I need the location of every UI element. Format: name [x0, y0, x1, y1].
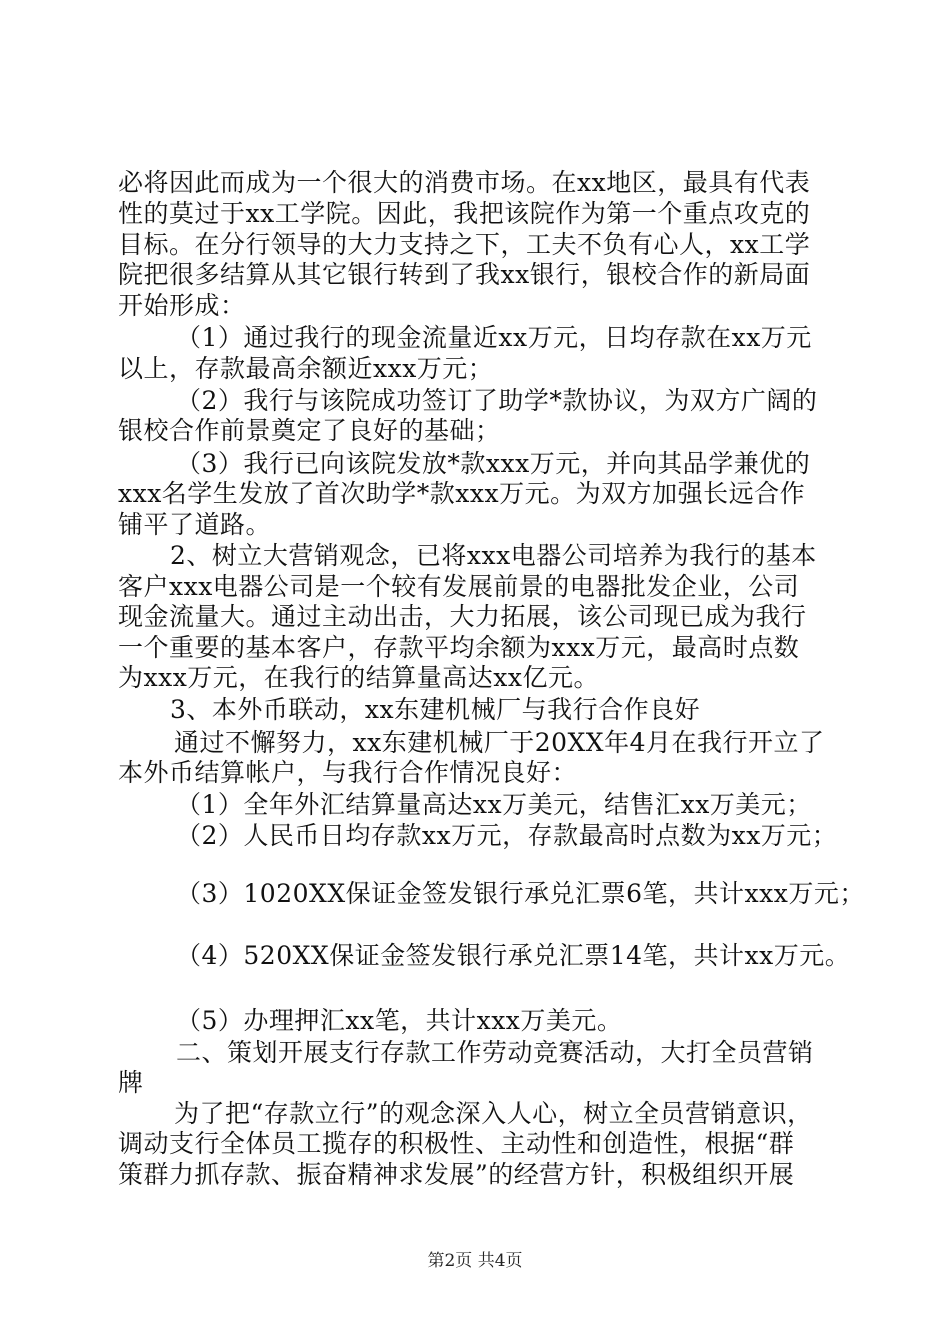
- section-heading-line: 3、本外币联动，xx东建机械厂与我行合作良好: [170, 695, 701, 724]
- page-footer: 第2页 共4页: [427, 1251, 523, 1271]
- paragraph-line: 本外币结算帐户，与我行合作情况良好：: [118, 758, 578, 787]
- paragraph-line: 牌: [118, 1068, 144, 1097]
- paragraph-line: xxx名学生发放了首次助学*款xxx万元。为双方加强长远合作: [118, 479, 806, 508]
- list-item-line: （2）人民币日均存款xx万元，存款最高时点数为xx万元；: [176, 821, 838, 850]
- paragraph-line: 一个重要的基本客户，存款平均余额为xxx万元，最高时点数: [118, 633, 800, 662]
- paragraph-line: 现金流量大。通过主动出击，大力拓展，该公司现已成为我行: [118, 602, 807, 631]
- paragraph-line: 院把很多结算从其它银行转到了我xx银行，银校合作的新局面: [118, 260, 811, 289]
- paragraph-line: 性的莫过于xx工学院。因此，我把该院作为第一个重点攻克的: [118, 199, 811, 228]
- paragraph-line: 调动支行全体员工揽存的积极性、主动性和创造性，根据“群: [118, 1129, 795, 1158]
- list-item-line: （5）办理押汇xx笔，共计xxx万美元。: [176, 1006, 623, 1035]
- paragraph-line: 开始形成：: [118, 291, 246, 320]
- paragraph-line: 银校合作前景奠定了良好的基础；: [118, 416, 501, 445]
- paragraph-line: 策群力抓存款、振奋精神求发展”的经营方针，积极组织开展: [118, 1160, 795, 1189]
- list-item-line: （1）通过我行的现金流量近xx万元，日均存款在xx万元: [176, 323, 812, 352]
- list-item-line: （3）我行已向该院发放*款xxx万元，并向其品学兼优的: [176, 449, 811, 478]
- paragraph-line: 必将因此而成为一个很大的消费市场。在xx地区，最具有代表: [118, 168, 811, 197]
- list-item-line: （3）1020XX保证金签发银行承兑汇票6笔，共计xxx万元；: [176, 879, 865, 908]
- list-item-line: （1）全年外汇结算量高达xx万美元，结售汇xx万美元；: [176, 790, 812, 819]
- paragraph-line: 目标。在分行领导的大力支持之下，工夫不负有心人，xx工学: [118, 230, 811, 259]
- paragraph-line: 铺平了道路。: [118, 510, 272, 539]
- section-heading-line: 2、树立大营销观念，已将xxx电器公司培养为我行的基本: [170, 541, 817, 570]
- paragraph-line: 为了把“存款立行”的观念深入人心，树立全员营销意识，: [174, 1099, 813, 1128]
- paragraph-line: 客户xxx电器公司是一个较有发展前景的电器批发企业，公司: [118, 572, 800, 601]
- paragraph-line: 通过不懈努力，xx东建机械厂于20XX年4月在我行开立了: [174, 728, 825, 757]
- paragraph-line: 为xxx万元，在我行的结算量高达xx亿元。: [118, 663, 599, 692]
- paragraph-line: 以上，存款最高余额近xxx万元；: [118, 354, 494, 383]
- list-item-line: （2）我行与该院成功签订了助学*款协议，为双方广阔的: [176, 386, 818, 415]
- section-heading-line: 二、策划开展支行存款工作劳动竞赛活动，大打全员营销: [176, 1038, 814, 1067]
- list-item-line: （4）520XX保证金签发银行承兑汇票14笔，共计xx万元。: [176, 941, 851, 970]
